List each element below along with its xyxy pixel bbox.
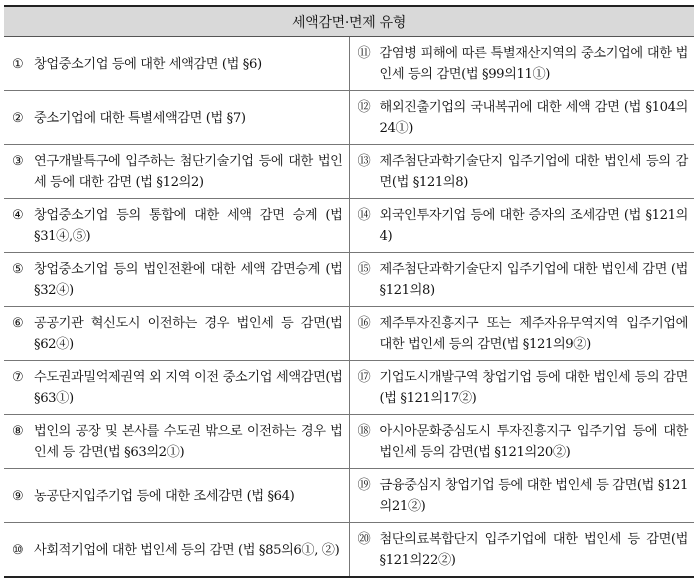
item-number: ⑰ [357,370,371,385]
header-row [4,6,694,37]
item-text: 제주첨단과학기술단지 입주기업에 대한 법인세 등의 감면(법 §121의8) [379,154,688,190]
item-number: ⑩ [12,542,24,558]
item-text: 제주투자진흥지구 또는 제주자유무역지역 입주기업에 대한 법인세 등의 감면(법 §121의9②) [379,316,688,352]
table-row [4,415,694,469]
table-cell-left [4,523,349,578]
item-text: 해외진출기업의 국내복귀에 대한 세액 감면 (법 §104의24①) [379,100,688,136]
table-row [4,37,694,91]
table-cell-right [349,361,694,415]
table-body [4,37,694,578]
table-cell-left [4,415,349,469]
item [358,43,689,85]
item-number: ③ [12,154,24,169]
table-cell-right [349,523,694,578]
table-cell-left [4,469,349,523]
table-cell-right [349,469,694,523]
item [12,540,343,561]
item [358,313,689,355]
item-number: ① [12,56,24,72]
item-text: 중소기업에 대한 특별세액감면 (법 §7) [34,110,246,126]
table-cell-right [349,199,694,253]
table-cell-left [4,145,349,199]
item [12,486,343,507]
table-cell-right [349,37,694,91]
table-row [4,523,694,578]
item-number: ⑱ [357,424,371,439]
table-row [4,469,694,523]
item-text: 창업중소기업 등의 통합에 대한 세액 감면 승계 (법 §31④,⑤) [34,208,343,244]
item-number: ⑪ [357,46,371,61]
item [12,151,343,193]
item-number: ⑭ [357,208,371,223]
item [12,205,343,247]
item-text: 창업중소기업 등의 법인전환에 대한 세액 감면승계 (법 §32④) [34,262,343,298]
table-row [4,253,694,307]
item-text: 감염병 피해에 따른 특별재산지역의 중소기업에 대한 법인세 등의 감면(법 §99의11①) [379,46,688,82]
item-text: 창업중소기업 등에 대한 세액감면 (법 §6) [34,56,262,72]
item-number: ⑤ [12,262,24,277]
item-number: ② [12,110,24,126]
table-cell-left [4,199,349,253]
item [358,97,689,139]
table-row [4,307,694,361]
table-cell-left [4,361,349,415]
item-text: 첨단의료복합단지 입주기업에 대한 법인세 등 감면(법 §121의22②) [379,532,688,568]
table-row [4,91,694,145]
item-number: ⑲ [357,478,371,493]
item-number: ⑬ [357,154,371,169]
tax-reduction-table [4,5,694,578]
table-row [4,199,694,253]
table-cell-right [349,145,694,199]
item-text: 금융중심지 창업기업 등에 대한 법인세 등 감면(법 §121의21②) [379,478,688,514]
table-row [4,145,694,199]
item-text: 공공기관 혁신도시 이전하는 경우 법인세 등 감면(법 §62④) [34,316,343,352]
table-title: 세액감면·면제 유형 [4,6,694,37]
table-cell-right [349,307,694,361]
item [12,367,343,409]
table-cell-right [349,253,694,307]
item-text: 연구개발특구에 입주하는 첨단기술기업 등에 대한 법인세 등에 대한 감면 (법 §12의2) [34,154,343,190]
item [358,259,689,301]
item-text: 외국인투자기업 등에 대한 증자의 조세감면 (법 §121의4) [379,208,688,244]
item-text: 기업도시개발구역 창업기업 등에 대한 법인세 등의 감면 (법 §121의17②) [379,370,688,406]
item-number: ⑥ [12,316,24,331]
table-cell-left [4,37,349,91]
item-number: ⑮ [357,262,371,277]
item [358,529,689,571]
item-text: 제주첨단과학기술단지 입주기업에 대한 법인세 감면 (법 §121의8) [379,262,688,298]
table-cell-right [349,415,694,469]
item-number: ⑦ [12,370,24,385]
item-number: ⑨ [12,488,24,504]
item-text: 수도권과밀억제권역 외 지역 이전 중소기업 세액감면(법 §63①) [34,370,343,406]
item-number: ⑫ [357,100,371,115]
item-text: 농공단지입주기업 등에 대한 조세감면 (법 §64) [34,488,295,504]
item [358,475,689,517]
table-cell-left [4,91,349,145]
table-cell-left [4,307,349,361]
item [12,313,343,355]
item [12,259,343,301]
item [12,108,343,129]
table-cell-left [4,253,349,307]
item-number: ⑯ [357,316,371,331]
item [358,205,689,247]
item-number: ④ [12,208,24,223]
item [12,54,343,75]
item-text: 법인의 공장 및 본사를 수도권 밖으로 이전하는 경우 법인세 등 감면(법 §63의2①) [34,424,343,460]
item [358,367,689,409]
table-row [4,361,694,415]
table-cell-right [349,91,694,145]
item-text: 아시아문화중심도시 투자진흥지구 입주기업 등에 대한 법인세 등의 감면(법 §121의20②) [379,424,688,460]
item [358,151,689,193]
item-number: ⑧ [12,424,24,439]
item-number: ⑳ [357,532,371,547]
item-text: 사회적기업에 대한 법인세 등의 감면 (법 §85의6①, ②) [34,542,340,558]
item [358,421,689,463]
item [12,421,343,463]
